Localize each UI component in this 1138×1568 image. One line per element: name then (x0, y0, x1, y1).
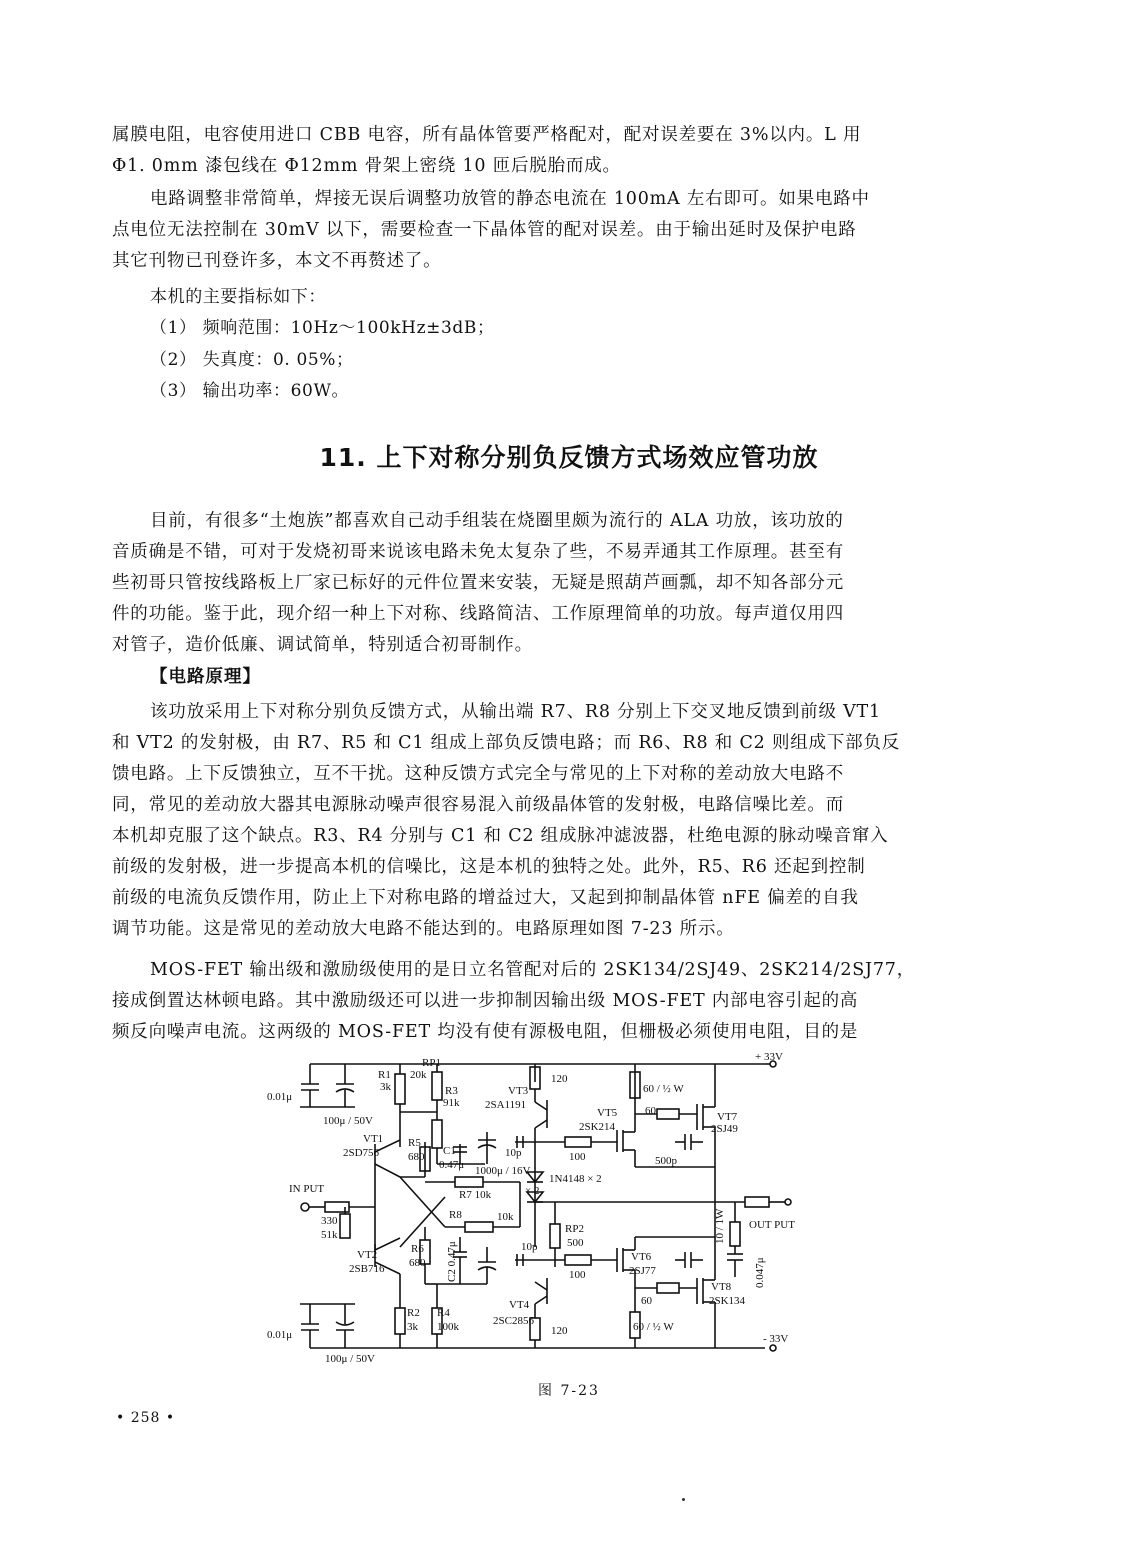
label-r100-bot: 100 (569, 1269, 586, 1281)
subsection-title: 【电路原理】 (150, 667, 261, 687)
text-line: 同，常见的差动放大器其电源脉动噪声很容易混入前级晶体管的发射极，电路信噪比差。而 (112, 795, 844, 815)
spec-item: （1） 频响范围：10Hz～100kHz±3dB； (150, 318, 495, 338)
label-vt8: VT8 (711, 1281, 732, 1293)
label-c047: 0.047μ (754, 1257, 766, 1288)
text-line: 频反向噪声电流。这两级的 MOS-FET 均没有使有源极电阻，但栅极必须使用电阻，目的是 (112, 1022, 859, 1042)
text-line: Φ1. 0mm 漆包线在 Φ12mm 骨架上密绕 10 匝后脱胎而成。 (112, 156, 621, 176)
label-r5-value: 680 (408, 1151, 425, 1163)
label-vt4: VT4 (509, 1299, 530, 1311)
label-r4-value: 100k (437, 1321, 459, 1333)
text-line: 音质确是不错，可对于发烧初哥来说该电路未免太复杂了些，不易弄通其工作原理。甚至有 (112, 542, 844, 562)
label-cap-top: 0.01μ (267, 1091, 293, 1103)
label-cap-top-big: 100μ / 50V (323, 1115, 373, 1127)
text-line: 前级的电流负反馈作用，防止上下对称电路的增益过大，又起到抑制晶体管 nFE 偏差的自我 (112, 888, 859, 908)
figure-caption: 图 7-23 (538, 1383, 600, 1399)
text-line: 件的功能。鉴于此，现介绍一种上下对称、线路简洁、工作原理简单的功放。每声道仅用四 (112, 604, 844, 624)
text-line: MOS-FET 输出级和激励级使用的是日立名管配对后的 2SK134/2SJ49、2SK214/2SJ77， (150, 960, 916, 980)
spec-intro: 本机的主要指标如下： (150, 287, 326, 307)
label-r1-value: 3k (380, 1081, 391, 1093)
label-r60g-top: 60 (645, 1105, 656, 1117)
label-c2: C2 0.47μ (446, 1241, 458, 1282)
label-vt1: VT1 (363, 1133, 384, 1145)
text-line: 些初哥只管按线路板上厂家已标好的元件位置来安装，无疑是照葫芦画瓢，却不知各部分元 (112, 573, 844, 593)
text-line: 接成倒置达林顿电路。其中激励级还可以进一步抑制因输出级 MOS-FET 内部电容引起的高 (112, 991, 859, 1011)
label-vt1-part: 2SD756 (343, 1147, 380, 1159)
label-r3: R3 (445, 1085, 458, 1097)
label-vt7-part: 2SJ49 (711, 1123, 738, 1135)
label-r120-top: 120 (551, 1073, 568, 1085)
label-rp2-value: 500 (567, 1237, 584, 1249)
label-r120-bot: 120 (551, 1325, 568, 1337)
label-vt6-part: 2SJ77 (629, 1265, 656, 1277)
label-vt3-part: 2SA1191 (485, 1099, 527, 1111)
label-c10p-top: 10p (505, 1147, 522, 1159)
label-r1: R1 (378, 1069, 391, 1081)
label-c500p: 500p (655, 1155, 677, 1167)
label-r2: R2 (407, 1307, 420, 1319)
label-c1-value: 0.47μ (439, 1159, 465, 1171)
label-cap-bot: 0.01μ (267, 1329, 293, 1341)
label-rp1-value: 20k (410, 1069, 427, 1081)
label-vt2-part: 2SB716 (349, 1263, 385, 1275)
label-r6: R6 (411, 1243, 424, 1255)
label-vt3: VT3 (508, 1085, 529, 1097)
label-vt6: VT6 (631, 1251, 652, 1263)
label-c1000: 1000μ / 16V (475, 1165, 531, 1177)
label-vt5: VT5 (597, 1107, 618, 1119)
scan-speck (682, 1498, 685, 1501)
label-vee: - 33V (763, 1333, 789, 1345)
text-line: 电路调整非常简单，焊接无误后调整功放管的静态电流在 100mA 左右即可。如果电路中 (150, 189, 870, 209)
label-r8: R8 (449, 1209, 462, 1221)
label-r8-value: 10k (497, 1211, 514, 1223)
circuit-schematic-figure (265, 1052, 825, 1364)
text-line: 馈电路。上下反馈独立，互不干扰。这种反馈方式完全与常见的上下对称的差动放大电路不 (112, 764, 844, 784)
mosfet-paragraph (112, 955, 986, 1048)
section-paragraph (112, 506, 986, 661)
label-vt4-part: 2SC2856 (493, 1315, 534, 1327)
label-r60g-bot: 60 (641, 1295, 652, 1307)
spec-item: （2） 失真度：0. 05%； (150, 350, 354, 370)
text-line: 调节功能。这是常见的差动放大电路不能达到的。电路原理如图 7-23 所示。 (112, 919, 735, 939)
label-r100-top: 100 (569, 1151, 586, 1163)
label-r5: R5 (408, 1137, 421, 1149)
text-line: 和 VT2 的发射极，由 R7、R5 和 C1 组成上部负反馈电路；而 R6、R8 和 C2 则组成下部负反 (112, 733, 901, 753)
label-r7: R7 10k (459, 1189, 492, 1201)
text-line: 目前，有很多“土炮族”都喜欢自己动手组装在烧圈里颇为流行的 ALA 功放，该功放的 (150, 511, 844, 531)
circuit-schematic (265, 1052, 825, 1364)
label-x2: × 2 (525, 1185, 540, 1197)
label-r3-value: 91k (443, 1097, 460, 1109)
principle-paragraph (112, 697, 986, 945)
text-line: 该功放采用上下对称分别负反馈方式，从输出端 R7、R8 分别上下交叉地反馈到前级 VT1 (150, 702, 881, 722)
label-r6-value: 680 (409, 1257, 426, 1269)
label-vcc: + 33V (755, 1052, 783, 1063)
label-r330: 330 (321, 1215, 338, 1227)
intro-paragraph-1 (112, 120, 986, 182)
text-line: 前级的发射极，进一步提高本机的信噪比，这是本机的独特之处。此外，R5、R6 还起到控制 (112, 857, 866, 877)
text-line: 其它刊物已刊登许多，本文不再赘述了。 (112, 251, 442, 271)
intro-paragraph-2 (112, 184, 986, 277)
label-cap-bot-big: 100μ / 50V (325, 1353, 375, 1364)
label-output: OUT PUT (749, 1219, 795, 1231)
label-r60-top: 60 / ½ W (643, 1083, 684, 1095)
label-r10w: 10 / 1W (714, 1208, 726, 1244)
section-title: 11. 上下对称分别负反馈方式场效应管功放 (319, 443, 819, 472)
page-number: • 258 • (116, 1410, 176, 1426)
label-diode: 1N4148 × 2 (549, 1173, 602, 1185)
label-rp2: RP2 (565, 1223, 584, 1235)
label-r60-bot: 60 / ½ W (633, 1321, 674, 1333)
text-line: 点电位无法控制在 30mV 以下，需要检查一下晶体管的配对误差。由于输出延时及保护电路 (112, 220, 857, 240)
label-c10p-bot: 10p (521, 1241, 538, 1253)
label-r4: R4 (437, 1307, 450, 1319)
label-input: IN PUT (289, 1183, 325, 1195)
label-c1: C1 (443, 1145, 456, 1157)
spec-item: （3） 输出功率：60W。 (150, 381, 350, 401)
label-r51k: 51k (321, 1229, 338, 1241)
label-rp1: RP1 (422, 1057, 441, 1069)
text-line: 本机却克服了这个缺点。R3、R4 分别与 C1 和 C2 组成脉冲滤波器，杜绝电源的脉动噪音窜入 (112, 826, 889, 846)
text-line: 属膜电阻，电容使用进口 CBB 电容，所有晶体管要严格配对，配对误差要在 3%以内。L 用 (112, 125, 862, 145)
text-line: 对管子，造价低廉、调试简单，特别适合初哥制作。 (112, 635, 533, 655)
label-vt7: VT7 (717, 1111, 738, 1123)
label-vt2: VT2 (357, 1249, 378, 1261)
label-vt5-part: 2SK214 (579, 1121, 616, 1133)
label-r2-value: 3k (407, 1321, 418, 1333)
label-vt8-part: 2SK134 (709, 1295, 746, 1307)
